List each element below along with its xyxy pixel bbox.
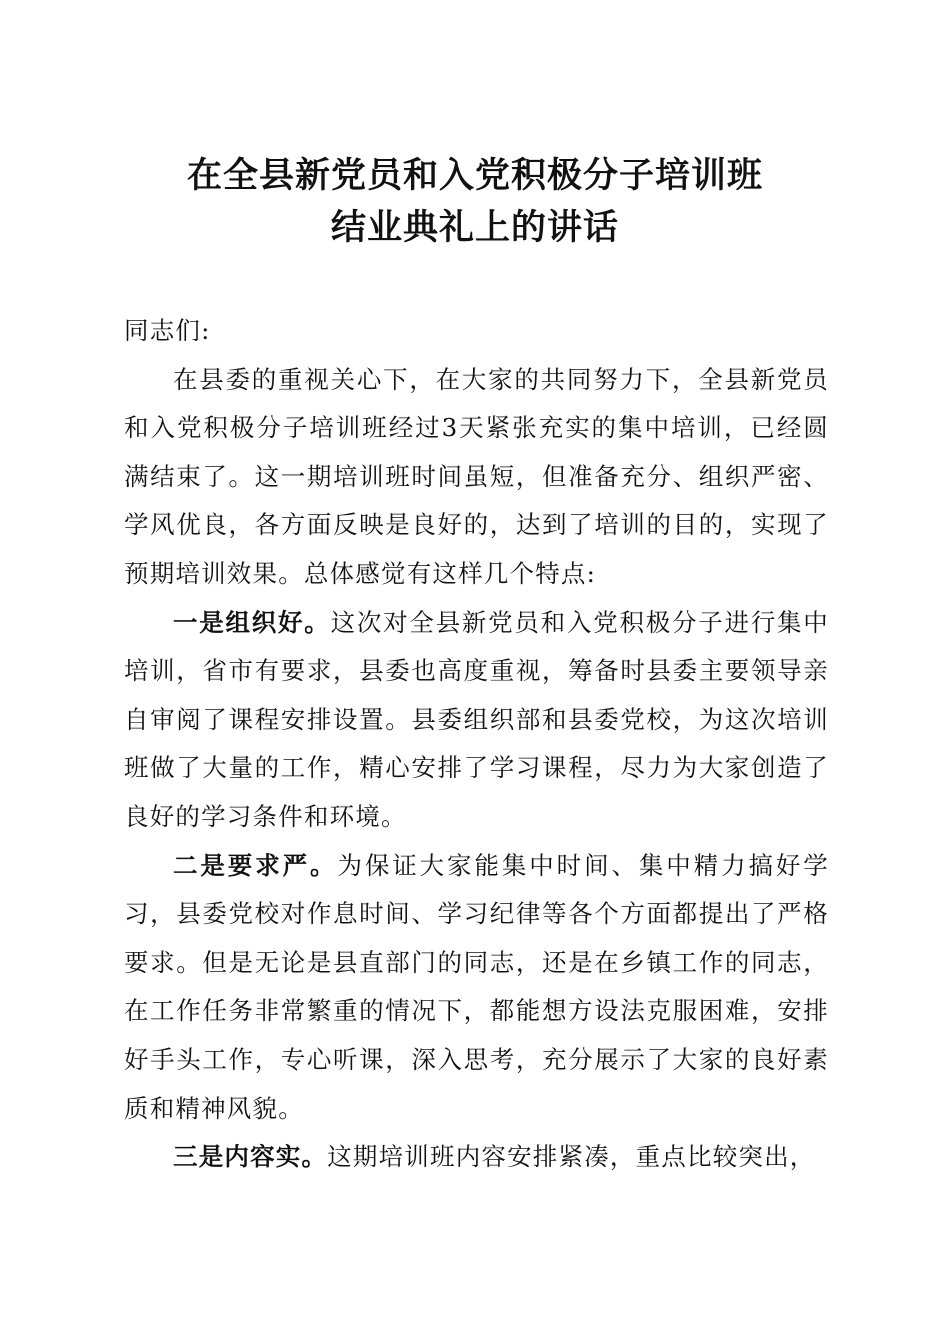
paragraph-text: 这期培训班内容安排紧凑，重点比较突出， — [327, 1142, 816, 1172]
title-line-2: 结业典礼上的讲话 — [330, 208, 619, 248]
paragraph-lead: 二是要求严。 — [173, 850, 338, 880]
document-body — [124, 307, 829, 1182]
paragraph-point-1 — [124, 599, 829, 842]
paragraph-lead: 一是组织好。 — [173, 607, 331, 637]
paragraph-intro — [124, 356, 829, 599]
salutation: 同志们: — [124, 316, 211, 345]
paragraph-text: 在县委的重视关心下，在大家的共同努力下，全县新党员和入党积极分子培训班经过3天紧张充实的集中培训，已经圆满结束了。这一期培训班时间虽短，但准备充分、组织严密、学风优良，各方面反映是良好的，达到了培训的目的，实现了预期培训效果。总体感觉有这样几个特点: — [124, 364, 829, 588]
title-line-1: 在全县新党员和入党积极分子培训班 — [186, 156, 763, 196]
paragraph-point-3 — [124, 1133, 829, 1182]
paragraph-lead: 三是内容实。 — [173, 1142, 328, 1172]
paragraph-text: 为保证大家能集中时间、集中精力搞好学习，县委党校对作息时间、学习纪律等各个方面都提出了严格要求。但是无论是县直部门的同志，还是在乡镇工作的同志，在工作任务非常繁重的情况下，都能想方设法克服困难，安排好手头工作，专心听课，深入思考，充分展示了大家的良好素质和精神风貌。 — [124, 850, 830, 1123]
paragraph-text: 这次对全县新党员和入党积极分子进行集中培训，省市有要求，县委也高度重视，筹备时县委主要领导亲自审阅了课程安排设置。县委组织部和县委党校，为这次培训班做了大量的工作，精心安排了学习课程，尽力为大家创造了良好的学习条件和环境。 — [124, 607, 829, 831]
paragraph-point-2 — [124, 842, 829, 1134]
document-title — [120, 150, 830, 254]
